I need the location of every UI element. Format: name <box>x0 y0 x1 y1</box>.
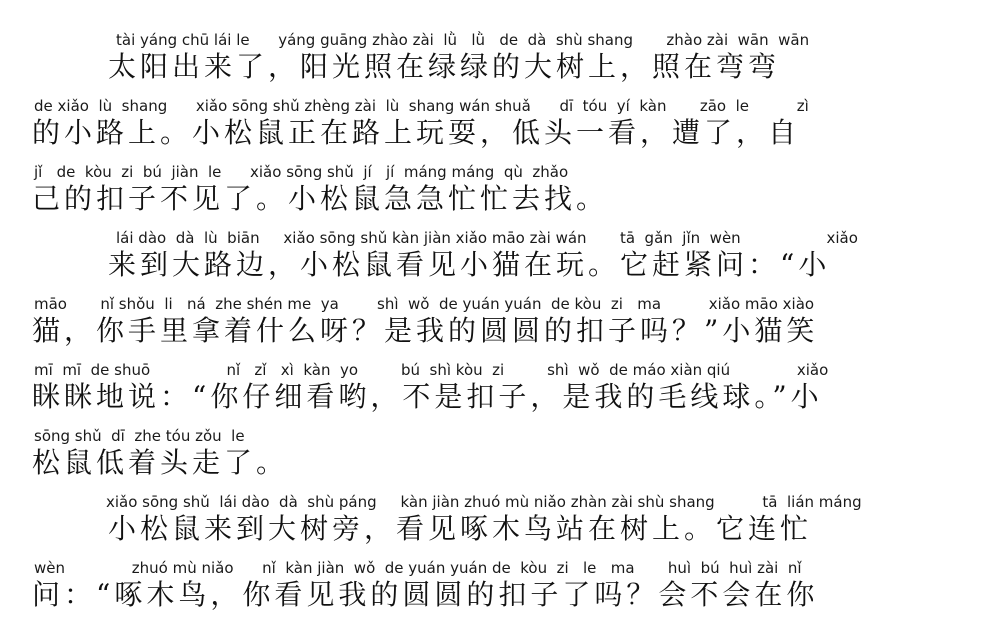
text-line-9 <box>0 556 997 622</box>
text-line-3 <box>0 160 997 226</box>
text-line-8 <box>0 490 997 556</box>
text-line-7 <box>0 424 997 490</box>
hanzi-line: 的小路上。小松鼠正在路上玩耍，低头一看，遭了，自 <box>32 116 801 149</box>
pinyin-line: wèn zhuó mù niǎo nǐ kàn jiàn wǒ de yuán yuán de kòu zi le ma huì bú huì zài nǐ <box>34 559 802 577</box>
hanzi-line: 太阳出来了，阳光照在绿绿的大树上，照在弯弯 <box>108 50 781 83</box>
pinyin-line: mī mī de shuō nǐ zǐ xì kàn yo bú shì kòu zi shì wǒ de máo xiàn qiú xiǎo <box>34 361 829 379</box>
pinyin-line: māo nǐ shǒu li ná zhe shén me ya shì wǒ de yuán yuán de kòu zi ma xiǎo māo xiào <box>34 295 815 313</box>
hanzi-line: 眯眯地说：“你仔细看哟，不是扣子，是我的毛线球。”小 <box>32 380 823 413</box>
hanzi-line: 松鼠低着头走了。 <box>32 446 289 479</box>
text-line-1 <box>0 28 997 94</box>
text-line-6 <box>0 358 997 424</box>
hanzi-line: 小松鼠来到大树旁，看见啄木鸟站在树上。它连忙 <box>108 512 813 545</box>
hanzi-line: 猫，你手里拿着什么呀？是我的圆圆的扣子吗？”小猫笑 <box>32 314 819 347</box>
hanzi-line: 来到大路边，小松鼠看见小猫在玩。它赶紧问：“小 <box>108 248 831 281</box>
pinyin-line: sōng shǔ dī zhe tóu zǒu le <box>34 427 245 445</box>
text-line-2 <box>0 94 997 160</box>
hanzi-line: 问：“啄木鸟，你看见我的圆圆的扣子了吗？会不会在你 <box>32 578 819 611</box>
text-line-4 <box>0 226 997 292</box>
text-line-5 <box>0 292 997 358</box>
pinyin-line: lái dào dà lù biān xiǎo sōng shǔ kàn jiàn xiǎo māo zài wán tā gǎn jǐn wèn xiǎo <box>116 229 858 247</box>
pinyin-line: tài yáng chū lái le yáng guāng zhào zài lǜ lǜ de dà shù shang zhào zài wān wān <box>116 31 810 49</box>
hanzi-line: 己的扣子不见了。小松鼠急急忙忙去找。 <box>32 182 609 215</box>
pinyin-line: xiǎo sōng shǔ lái dào dà shù páng kàn jiàn zhuó mù niǎo zhàn zài shù shang tā lián máng <box>106 493 862 511</box>
pinyin-line: jǐ de kòu zi bú jiàn le xiǎo sōng shǔ jí jí máng máng qù zhǎo <box>34 163 569 181</box>
pinyin-line: de xiǎo lù shang xiǎo sōng shǔ zhèng zài lù shang wán shuǎ dī tóu yí kàn zāo le zì <box>34 97 809 115</box>
